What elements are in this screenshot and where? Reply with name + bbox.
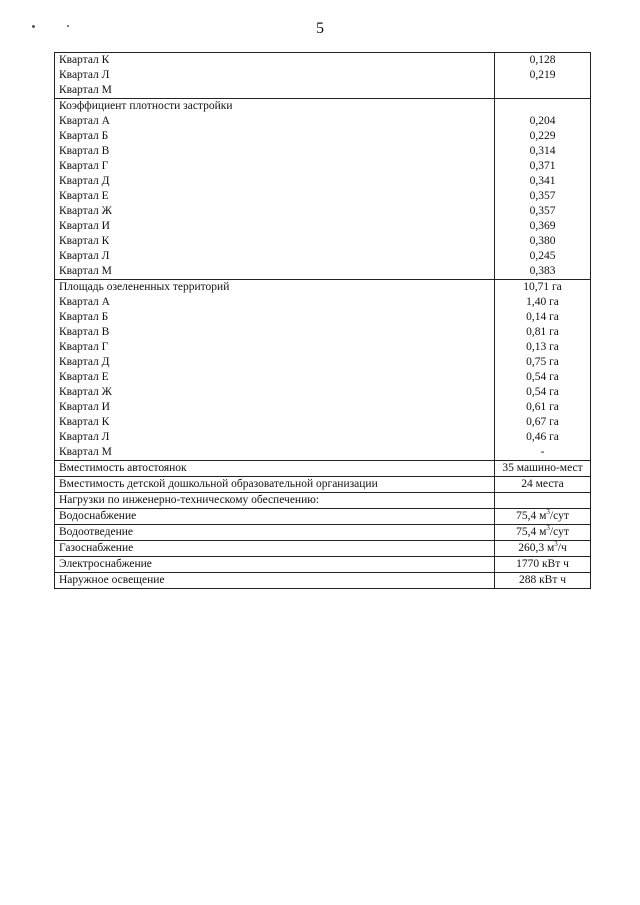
- row-label: Квартал М: [55, 445, 495, 461]
- row-value: 0,341: [495, 174, 591, 189]
- table-row: [55, 310, 591, 325]
- row-value: 0,219: [495, 68, 591, 83]
- table-row: [55, 219, 591, 234]
- table-row: [55, 509, 591, 525]
- row-label: Квартал Л: [55, 68, 495, 83]
- row-value: 24 места: [495, 477, 591, 493]
- table-row: [55, 415, 591, 430]
- row-value: 0,13 га: [495, 340, 591, 355]
- row-label: Квартал Д: [55, 174, 495, 189]
- row-value: 0,61 га: [495, 400, 591, 415]
- row-value: 0,67 га: [495, 415, 591, 430]
- row-label: Вместимость детской дошкольной образовательной организации: [55, 477, 495, 493]
- row-value: [495, 83, 591, 99]
- row-label: Квартал В: [55, 144, 495, 159]
- row-label: Квартал Е: [55, 189, 495, 204]
- row-label: Площадь озелененных территорий: [55, 280, 495, 296]
- table-row: [55, 430, 591, 445]
- table-row: [55, 53, 591, 69]
- indicators-table-body: [55, 53, 591, 589]
- row-value: [495, 99, 591, 115]
- table-row: [55, 189, 591, 204]
- row-label: Квартал А: [55, 114, 495, 129]
- table-row: [55, 264, 591, 280]
- row-value: [495, 509, 591, 525]
- table-row: [55, 325, 591, 340]
- table-row: [55, 114, 591, 129]
- row-value: 35 машино-мест: [495, 461, 591, 477]
- row-label: Квартал И: [55, 219, 495, 234]
- row-value: 0,314: [495, 144, 591, 159]
- row-value: 1770 кВт ч: [495, 557, 591, 573]
- table-row: [55, 385, 591, 400]
- unit-suffix: /сут: [549, 510, 569, 522]
- row-value: 0,54 га: [495, 370, 591, 385]
- value-number: 260,3 м: [518, 542, 555, 554]
- row-label: Нагрузки по инженерно-техническому обеспечению:: [55, 493, 495, 509]
- row-value: 288 кВт ч: [495, 573, 591, 589]
- unit-superscript: 3: [546, 508, 550, 517]
- table-row: [55, 493, 591, 509]
- row-label: Квартал Д: [55, 355, 495, 370]
- row-label: Квартал Г: [55, 159, 495, 174]
- table-row: [55, 541, 591, 557]
- row-value: 0,128: [495, 53, 591, 69]
- table-row: [55, 445, 591, 461]
- row-value: 1,40 га: [495, 295, 591, 310]
- table-row: [55, 525, 591, 541]
- row-value: 0,204: [495, 114, 591, 129]
- table-row: [55, 370, 591, 385]
- row-label: Квартал К: [55, 53, 495, 69]
- row-label: Квартал Ж: [55, 204, 495, 219]
- row-label: Квартал К: [55, 234, 495, 249]
- table-row: [55, 129, 591, 144]
- table-row: [55, 99, 591, 115]
- row-value: 0,14 га: [495, 310, 591, 325]
- row-value: 0,81 га: [495, 325, 591, 340]
- table-row: [55, 573, 591, 589]
- unit-suffix: /ч: [557, 542, 567, 554]
- row-label: Квартал Л: [55, 249, 495, 264]
- row-value: 0,245: [495, 249, 591, 264]
- table-row: [55, 557, 591, 573]
- row-value: 0,357: [495, 204, 591, 219]
- row-value: 0,383: [495, 264, 591, 280]
- row-value: 0,46 га: [495, 430, 591, 445]
- row-label: Квартал М: [55, 264, 495, 280]
- row-label: Газоснабжение: [55, 541, 495, 557]
- table-row: [55, 461, 591, 477]
- row-label: Квартал Л: [55, 430, 495, 445]
- row-value: 0,229: [495, 129, 591, 144]
- row-label: Квартал Е: [55, 370, 495, 385]
- table-row: [55, 204, 591, 219]
- table-row: [55, 234, 591, 249]
- row-value: [495, 525, 591, 541]
- row-value: 0,54 га: [495, 385, 591, 400]
- row-label: Квартал А: [55, 295, 495, 310]
- row-label: Квартал Б: [55, 129, 495, 144]
- row-label: Вместимость автостоянок: [55, 461, 495, 477]
- value-number: 75,4 м: [516, 526, 547, 538]
- indicators-table: [54, 52, 591, 589]
- row-label: Наружное освещение: [55, 573, 495, 589]
- value-number: 75,4 м: [516, 510, 547, 522]
- row-value: [495, 541, 591, 557]
- unit-superscript: 3: [554, 540, 558, 549]
- row-label: Квартал Г: [55, 340, 495, 355]
- table-row: [55, 159, 591, 174]
- unit-superscript: 3: [546, 524, 550, 533]
- row-value: 0,357: [495, 189, 591, 204]
- unit-suffix: /сут: [549, 526, 569, 538]
- row-label: Коэффициент плотности застройки: [55, 99, 495, 115]
- row-value: 0,371: [495, 159, 591, 174]
- row-value: -: [495, 445, 591, 461]
- table-row: [55, 144, 591, 159]
- row-value: 10,71 га: [495, 280, 591, 296]
- row-label: Водоотведение: [55, 525, 495, 541]
- row-value: 0,380: [495, 234, 591, 249]
- row-label: Квартал И: [55, 400, 495, 415]
- row-label: Квартал В: [55, 325, 495, 340]
- row-label: Водоснабжение: [55, 509, 495, 525]
- page-number: 5: [316, 20, 324, 37]
- table-row: [55, 249, 591, 264]
- table-row: [55, 340, 591, 355]
- table-row: [55, 295, 591, 310]
- table-row: [55, 355, 591, 370]
- table-row: [55, 68, 591, 83]
- row-label: Квартал М: [55, 83, 495, 99]
- table-row: [55, 477, 591, 493]
- table-row: [55, 174, 591, 189]
- row-value: 0,369: [495, 219, 591, 234]
- row-label: Квартал Ж: [55, 385, 495, 400]
- table-row: [55, 83, 591, 99]
- table-row: [55, 280, 591, 296]
- row-label: Электроснабжение: [55, 557, 495, 573]
- table-row: [55, 400, 591, 415]
- row-label: Квартал Б: [55, 310, 495, 325]
- row-value: [495, 493, 591, 509]
- row-label: Квартал К: [55, 415, 495, 430]
- row-value: 0,75 га: [495, 355, 591, 370]
